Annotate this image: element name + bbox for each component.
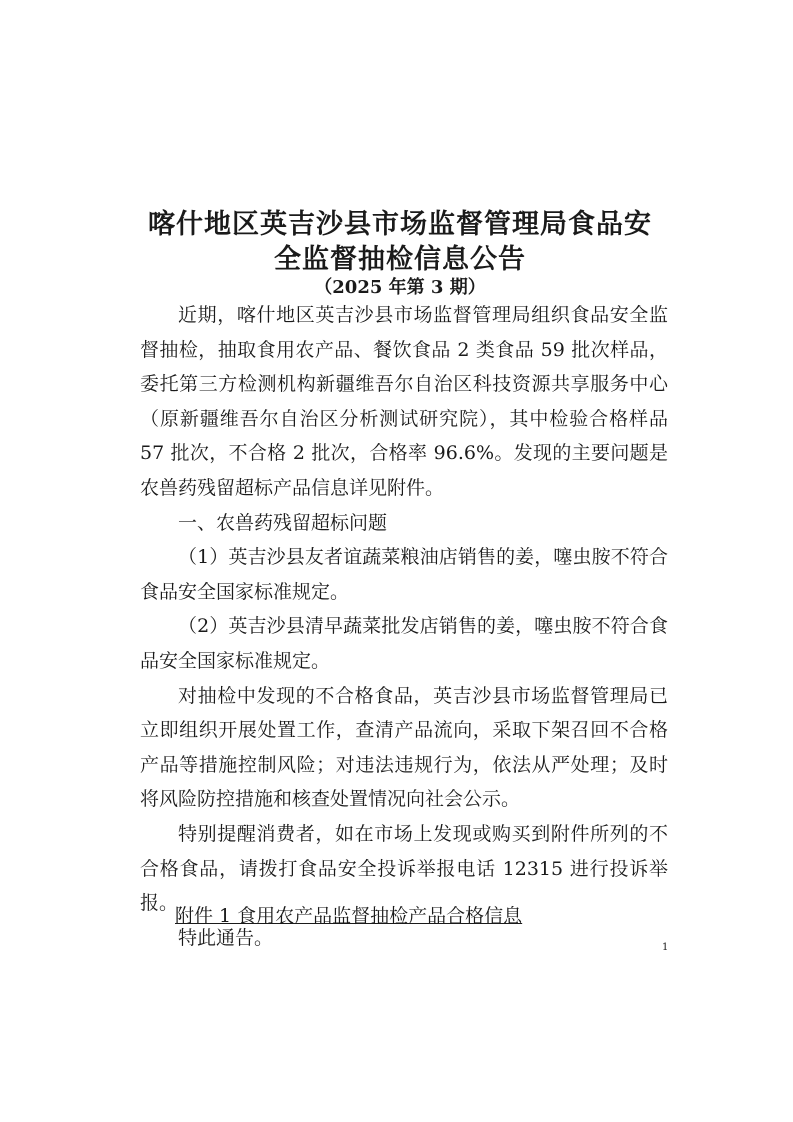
document-title-line-1: 喀什地区英吉沙县市场监督管理局食品安: [148, 209, 652, 240]
violation-item-1: （1）英吉沙县友者谊蔬菜粮油店销售的姜，噻虫胺不符合食品安全国家标准规定。: [140, 546, 668, 603]
attachment-link[interactable]: 附件 1 食用农产品监督抽检产品合格信息: [175, 905, 523, 927]
consumer-reminder-paragraph: 特别提醒消费者，如在市场上发现或购买到附件所列的不合格食品，请拨打食品安全投诉举报电话 12315 进行投诉举报。: [140, 822, 668, 915]
document-title-line-2: 全监督抽检信息公告: [274, 244, 526, 275]
closing-paragraph: 特此通告。: [178, 926, 274, 949]
document-body: [140, 298, 668, 955]
handling-paragraph: 对抽检中发现的不合格食品，英吉沙县市场监督管理局已立即组织开展处置工作，查清产品流向，采取下架召回不合格产品等措施控制风险；对违法违规行为，依法从严处理；及时将风险防控措施和核查处置情况向社会公示。: [140, 684, 668, 811]
section-heading: 一、农兽药残留超标问题: [178, 511, 388, 534]
violation-item-2: （2）英吉沙县清早蔬菜批发店销售的姜，噻虫胺不符合食品安全国家标准规定。: [140, 615, 668, 672]
intro-paragraph: 近期，喀什地区英吉沙县市场监督管理局组织食品安全监督抽检，抽取食用农产品、餐饮食品 2 类食品 59 批次样品，委托第三方检测机构新疆维吾尔自治区科技资源共享服务中心（原新疆维吾尔自治区分析测试研究院），其中检验合格样品 57 批次，不合格 2 批次，合格率 96.6%。发现的主要问题是农兽药残留超标产品信息详见附件。: [140, 304, 668, 499]
issue-number: （2025 年第 3 期）: [314, 277, 486, 298]
page-number: 1: [662, 942, 669, 953]
